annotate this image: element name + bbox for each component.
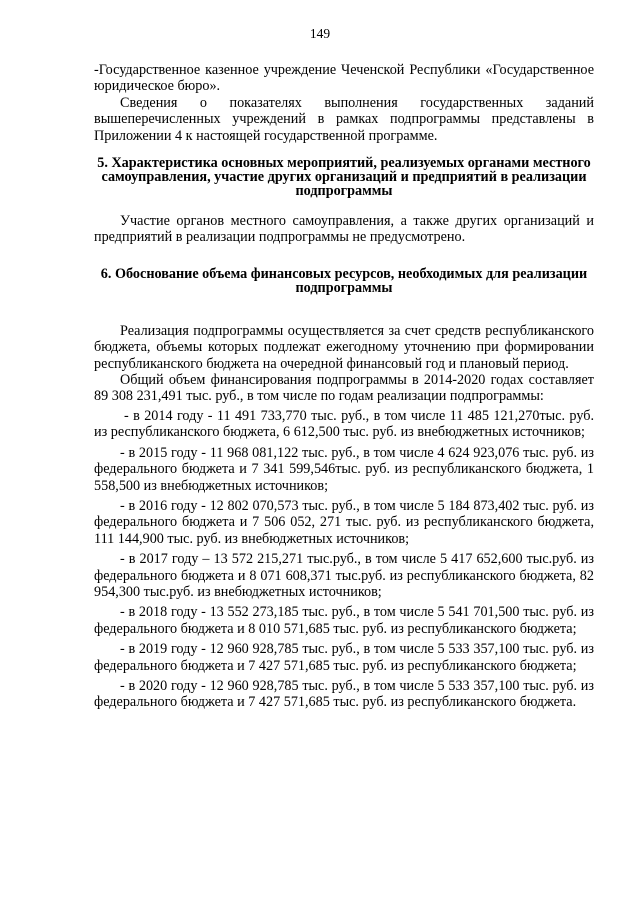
funding-year-2016: - в 2016 году - 12 802 070,573 тыс. руб., в том числе 5 184 873,402 тыс. руб. из федерального бюджета и 7 506 052, 271 тыс. руб. из республиканского бюджета, 111 144,900 тыс. руб. из внебюджетных источников;	[94, 497, 594, 547]
funding-year-2014: - в 2014 году - 11 491 733,770 тыс. руб., в том числе 11 485 121,270тыс. руб. из республиканского бюджета, 6 612,500 тыс. руб. из внебюджетных источников;	[94, 407, 594, 441]
funding-year-2019: - в 2019 году - 12 960 928,785 тыс. руб., в том числе 5 533 357,100 тыс. руб. из федерального бюджета и 7 427 571,685 тыс. руб. из республиканского бюджета;	[94, 641, 594, 674]
section-6-paragraph-financing-source: Реализация подпрограммы осуществляется за счет средств республиканского бюджета, объемы которых подлежат ежегодному уточнению при формировании республиканского бюджета на очередной финансовый год и плановый период.	[94, 322, 594, 372]
intro-paragraph-bureau: -Государственное казенное учреждение Чеченской Республики «Государственное юридическое бюро».	[94, 62, 594, 95]
funding-year-2020: - в 2020 году - 12 960 928,785 тыс. руб., в том числе 5 533 357,100 тыс. руб. из федерального бюджета и 7 427 571,685 тыс. руб. из республиканского бюджета.	[94, 677, 594, 711]
page-number: 149	[309, 26, 331, 41]
section-6-paragraph-total-volume: Общий объем финансирования подпрограммы в 2014-2020 годах составляет 89 308 231,491 тыс. руб., в том числе по годам реализации подпрограммы:	[94, 372, 594, 405]
section-5-heading: 5. Характеристика основных мероприятий, реализуемых органами местного самоуправления, участие других организаций и предприятий в реализации подпрограммы	[97, 155, 591, 200]
funding-year-2018: - в 2018 году - 13 552 273,185 тыс. руб., в том числе 5 541 701,500 тыс. руб. из федерального бюджета и 8 010 571,685 тыс. руб. из республиканского бюджета;	[94, 604, 594, 637]
funding-year-2017: - в 2017 году – 13 572 215,271 тыс.руб., в том числе 5 417 652,600 тыс.руб. из федерального бюджета и 8 071 608,371 тыс.руб. из республиканского бюджета, 82 954,300 тыс.руб. из внебюджетных источников;	[94, 551, 594, 600]
page-content	[94, 62, 594, 711]
funding-year-2015: - в 2015 году - 11 968 081,122 тыс. руб., в том числе 4 624 923,076 тыс. руб. из федерального бюджета и 7 341 599,546тыс. руб. из республиканского бюджета, 1 558,500 из внебюджетных источников;	[94, 444, 594, 494]
section-5-paragraph: Участие органов местного самоуправления, а также других организаций и предприятий в реализации подпрограммы не предусмотрено.	[94, 213, 594, 246]
intro-paragraph-assignments: Сведения о показателях выполнения государственных заданий вышеперечисленных учреждений в рамках подпрограммы представлены в Приложении 4 к настоящей государственной программе.	[94, 94, 594, 144]
section-6-heading: 6. Обоснование объема финансовых ресурсов, необходимых для реализации подпрограммы	[100, 265, 588, 296]
